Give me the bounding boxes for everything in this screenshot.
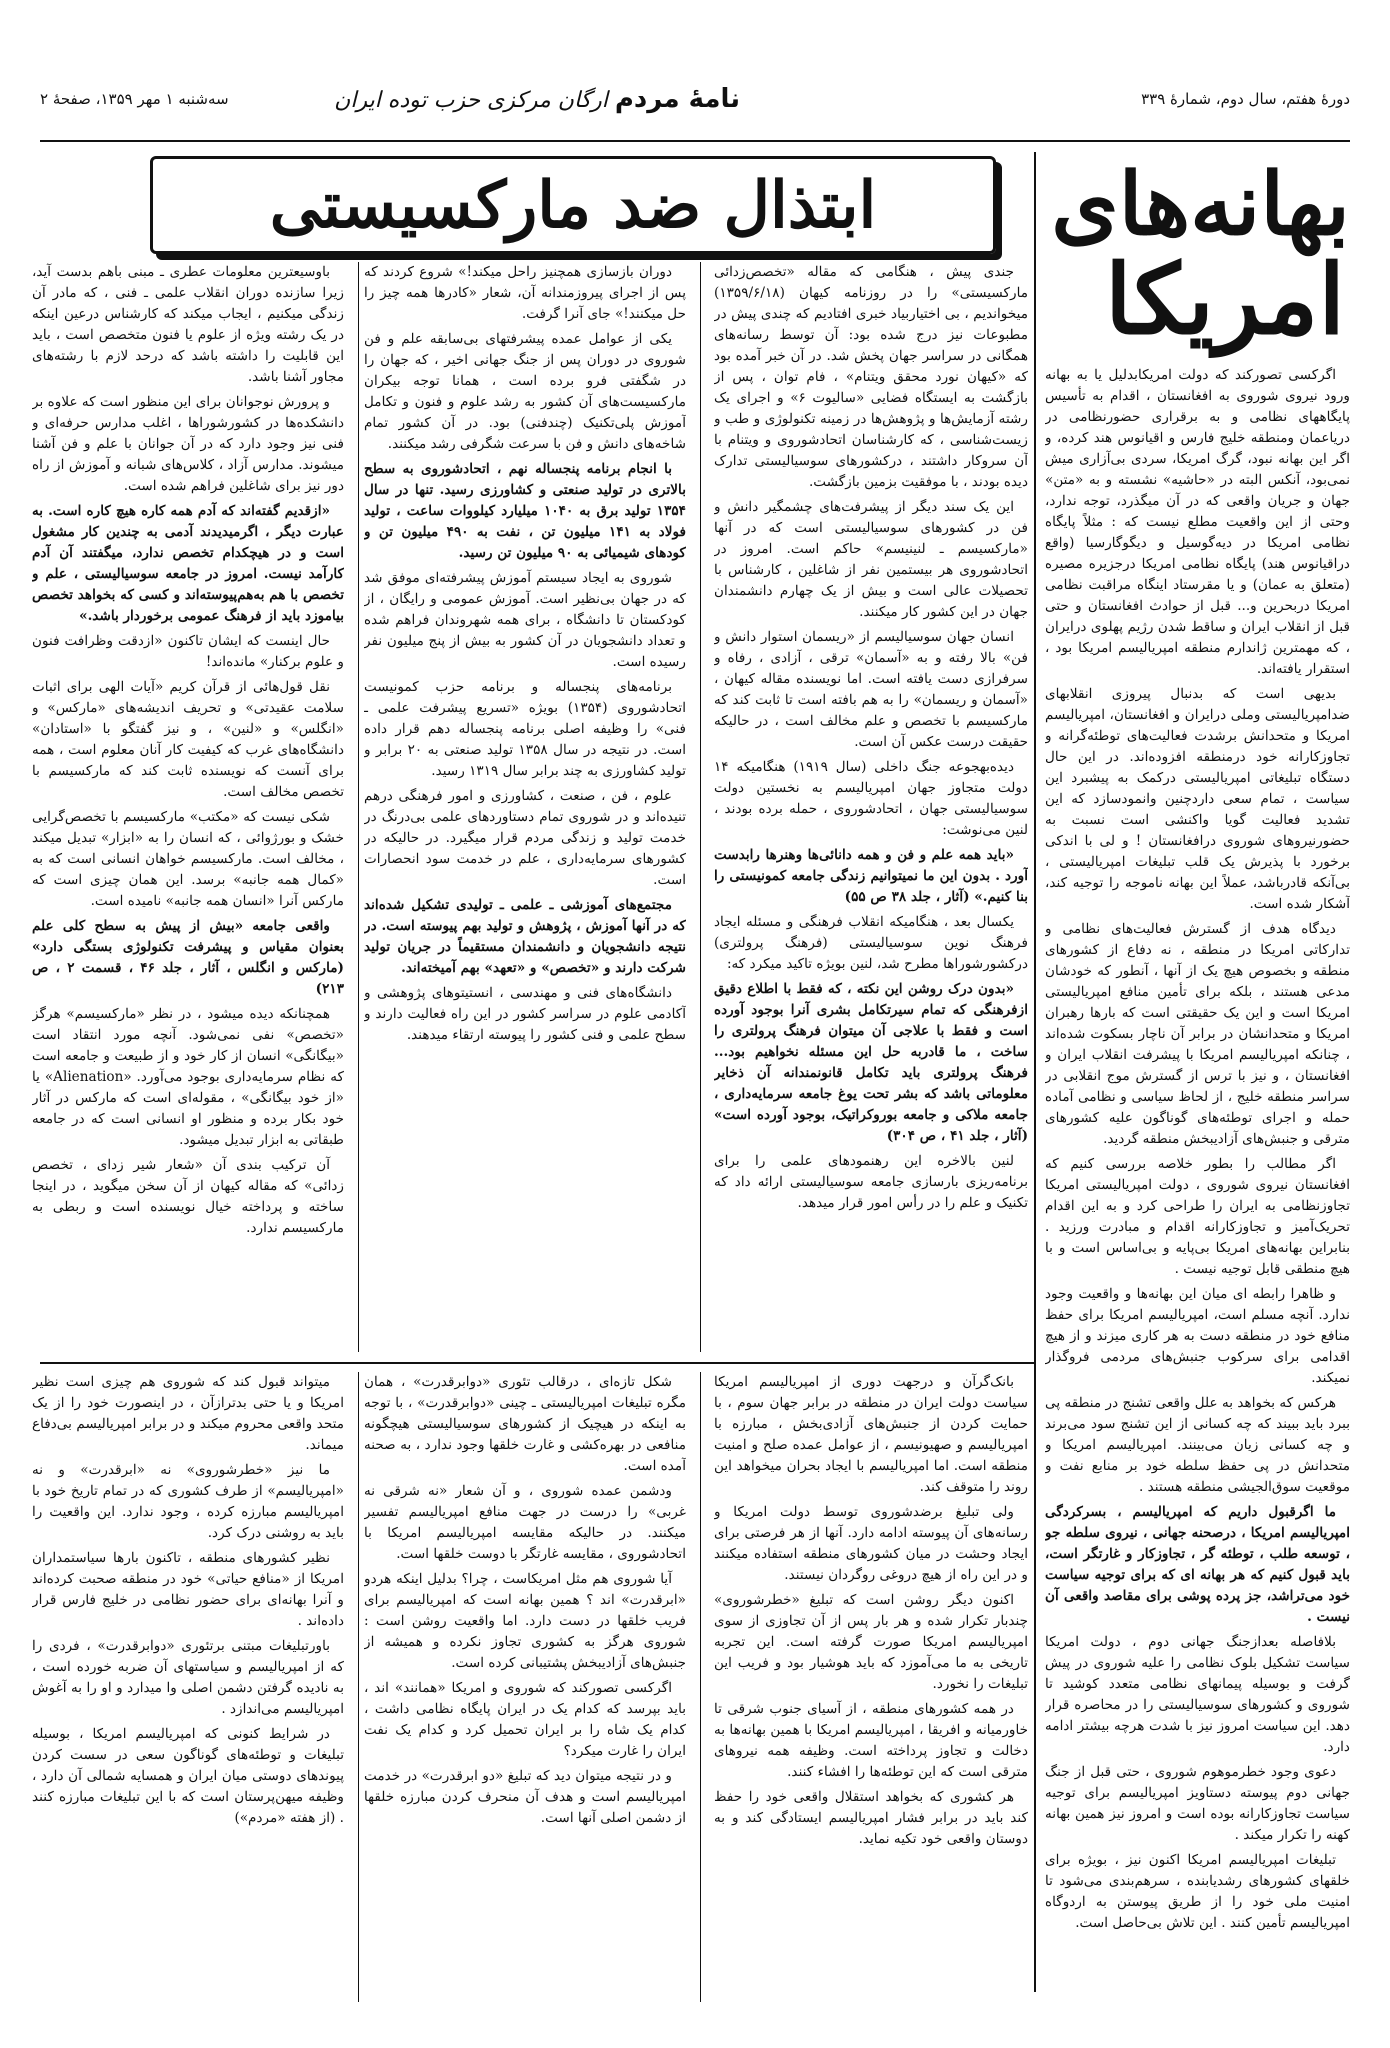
column-rule: [700, 262, 701, 1352]
lower-paragraph: و در نتیجه میتوان دید که تبلیغ «دو ابرقدرت» در خدمت امپریالیسم است و هدف آن منحرف کردن مبارزه خلقها از دشمن اصلی آنها است.: [364, 1768, 686, 1826]
lower-paragraph: اکنون دیگر روشن است که تبلیغ «خطرشوروی» چندبار تکرار شده و هر بار پس از آن تجاوزی از سوی امپریالیسم امریکا صورت گرفته است. این تجربه تاریخی به ما می‌آموزد که باید هوشیار بود و فریب این تبلیغات را نخورد.: [714, 1592, 1028, 1692]
main-column-3: [32, 262, 344, 1362]
lower-paragraph: اگرکسی تصورکند که شوروی و امریکا «همانند» اند ، باید بپرسد که کدام یک در ایران پایگاه نظامی داشت ، کدام یک شاه را بر ایران تحمیل کرد و کدام یک نفت ایران را غارت میکرد؟: [364, 1680, 686, 1759]
side-paragraph: ما اگرقبول داریم که امپریالیسم ، بسرکردگی امپریالیسم امریکا ، درصحنه جهانی ، نیروی سلطه جو ، توسعه طلب ، توطئه گر ، تجاوزکار و غارتگر است، باید قبول کنیم که هر بهانه ای که برای توجیه سیاست خود می‌تراشد، جز پرده پوشی برای مقاصد واقعی آن نیست .: [1045, 1504, 1350, 1625]
column-rule-side: [1034, 152, 1036, 1992]
issue-info: دورهٔ هفتم، سال دوم، شمارهٔ ۳۳۹: [1141, 90, 1350, 108]
lower-paragraph: نظیر کشورهای منطقه ، تاکنون بارها سیاستمداران امریکا از «منافع حیاتی» خود در منطقه صحبت کرده‌اند و آنرا بهانه‌ای برای حضور نظامی در خلیج فارس قرار داده‌اند .: [32, 1550, 344, 1629]
masthead: [40, 62, 1350, 142]
main-paragraph: جندی پیش ، هنگامی که مقاله «تخصص‌زدائی مارکسیستی» را در روزنامه کیهان (۱۳۵۹/۶/۱۸) میخواندیم ، بی اختیاربیاد خبری افتادیم که چندی پیش در مطبوعات نیز درج شده بود: آن توسط رسانه‌های همگانی در سراسر جهان پخش شد. در آن خبر آمده بود که «کیهان نورد محقق ویتنام» ، فام توان ، پس از بازگشت به ایستگاه فضایی «سالیوت ۶» و اجرای یک رشته آزمایش‌ها و پژوهش‌ها در زمینه تکنولوژی و طب و زیست‌شناسی ، که کارشناسان اتحادشوروی و ویتنام با آن سروکار داشتند ، درکشورهای سوسیالیستی تدارک دیده بودند ، با موفقیت بزمین بازگشت.: [714, 264, 1028, 490]
lower-paragraph: هر کشوری که بخواهد استقلال واقعی خود را حفظ کند باید در برابر فشار امپریالیسم ایستادگی کند و به دوستان واقعی خود تکیه نماید.: [714, 1789, 1028, 1847]
main-paragraph: این یک سند دیگر از پیشرفت‌های چشمگیر دانش و فن در کشورهای سوسیالیستی است که در آنها «مارکسیسم ـ لنینیسم» حاکم است. امروز در اتحادشوروی هر بیستمین نفر از شاغلین ، کارشناس با تحصیلات عالی است و بیش از یک چهارم دانشمندان جهان در این کشور کار میکنند.: [714, 499, 1028, 620]
main-paragraph: با انجام برنامه پنجساله نهم ، اتحادشوروی به سطح بالاتری در تولید صنعتی و کشاورزی رسید. تنها در سال ۱۳۵۴ تولید برق به ۱۰۴۰ میلیارد کیلووات ساعت ، تولید فولاد به ۱۴۱ میلیون تن ، نفت به ۴۹۰ میلیون تن و کودهای شیمیائی به ۹۰ میلیون تن رسید.: [364, 461, 686, 561]
paper-name: [334, 84, 740, 114]
lower-column-1: [714, 1372, 1028, 2008]
lower-paragraph: ما نیز «خطرشوروی» نه «ابرقدرت» و نه «امپریالیسم» از طرف کشوری که در تمام تاریخ خود با امپریالیسم مبارزه کرده ، وجود ندارد. این واقعیت را باید به روشنی درک کرد.: [32, 1462, 344, 1541]
side-paragraph: بلافاصله بعدازجنگ جهانی دوم ، دولت امریکا سیاست تشکیل بلوک نظامی را علیه شوروی در پیش گرفت و بوسیله پیمانهای نظامی متعدد کوشید تا شوروی و کشورهای سوسیالیستی را در محاصره قرار دهد. این سیاست امروز نیز با شدت هرچه بیشتر ادامه دارد.: [1045, 1634, 1350, 1755]
main-paragraph: دانشگاه‌های فنی و مهندسی ، انستیتوهای پژوهشی و آکادمی علوم در سراسر کشور در این راه فعالیت دارند و سطح علمی و فنی کشور را پیوسته ارتقاء میدهند.: [364, 985, 686, 1043]
main-paragraph: یکسال بعد ، هنگامیکه انقلاب فرهنگی و مسئله ایجاد فرهنگ نوین سوسیالیستی (فرهنگ پرولتری) درکشورشوراها مطرح شد، لنین بویژه تاکید میکرد که:: [714, 914, 1028, 972]
side-paragraph: تبلیغات امپریالیسم امریکا اکنون نیز ، بویژه برای خلقهای کشورهای رشدیابنده ، سرهم‌بندی می‌شود تا امنیت ملی خود را از طریق پیوستن به اردوگاه امپریالیسم تأمین کنند . این تلاش بی‌حاصل است.: [1045, 1852, 1350, 1931]
side-paragraph: بدیهی است که بدنبال پیروزی انقلابهای ضدامپریالیستی وملی درایران و افغانستان، امپریالیسم امریکا و متحدانش برشدت فعالیت‌های توطئه‌گرانه و تجاوزکارانه خود درمنطقه افزوده‌اند. در این حال دستگاه تبلیغاتی امپریالیستی درکمک به پیشبرد این سیاست ، تمام سعی داردچنین وانمودسازد که این تشدید فعالیت گویا واکنشی است نسبت به حضورنیروهای شوروی درافغانستان ! و لی با اندکی برخورد با پذیرش یک قلب تبلیغات امپریالیستی ، بی‌آنکه قادرباشد، عملاً این بهانه ناموجه را توجیه کند، آشکار شده است.: [1045, 686, 1350, 912]
side-paragraph: و ظاهرا رابطه ای میان این بهانه‌ها و واقعیت وجود ندارد. آنچه مسلم است، امپریالیسم امریکا برای حفظ منافع خود در منطقه دست به هر کاری میزند و از هیچ اقدامی برای سرکوب جنبش‌های مردمی فروگذار نمیکند.: [1045, 1286, 1350, 1386]
side-paragraph: اگرکسی تصورکند که دولت امریکابدلیل یا به بهانه ورود نیروی شوروی به افغانستان ، اقدام به تأسیس پایگاههای نظامی و به برقراری حضورنظامی در درياعمان ومنطقه خلیج فارس و اقیانوس هند کرده، و اگر این بهانه نبود، گرگ امریکا، سردی بی‌آزاری میش نمی‌بود، آنکس البته در «حاشیه» نشسته و به «متن» جهان و جریان واقعی که در آن میگذرد، توجه ندارد، وحتی از این واقعیت مطلع نیست که : مثلاً پایگاه نظامی امریکا در دیه‌گوسیل و دیگوگارسيا (واقع دراقیانوس هند) پایگاه نظامی امریکا درجزیره مصیره (متعلق به عمان) و یا مقرستاد اینگاه مراقبت نظامی امریکا دربحرین و... قبل از حوادث افغانستان و حتی قبل از انقلاب ایران و ساقط شدن رژیم پهلوی درایران ، که مهمترین ژاندارم منطقه امپریالیسم امریکا بود ، استقرار یافته‌اند.: [1045, 367, 1350, 677]
lower-paragraph: ودشمن عمده شوروی ، و آن شعار «نه شرقی نه غربی» را درست در جهت منافع امپریالیسم تفسیر میکنند. در حالیکه مقایسه امپریالیسم امریکا با اتحادشوروی ، مقایسه غارتگر با دوست خلقها است.: [364, 1483, 686, 1562]
side-headline-line1: بهانه‌های: [1051, 154, 1350, 255]
main-paragraph: شکی نیست که «مکتب» مارکسیسم با تخصص‌گرایی خشک و بورژوائی ، که انسان را به «ابزار» تبدیل میکند ، مخالف است. مارکسیسم خواهان انسانی است که به «کمال همه جانبه» برسد. این همان چیزی است که مارکس آنرا «انسان همه جانبه» نامیده است.: [32, 809, 344, 909]
side-paragraph: اگر مطالب را بطور خلاصه بررسی کنیم که افغانستان نیروی شوروی ، دولت امپریالیستی امریکا تجاوزنظامی به ایران را طراحی کرد و به این اقدام تحریک‌آمیز و تجاوزکارانه اقدام و مبادرت ورزید . بنابراین بهانه‌های امریکا بی‌پایه و بی‌اساس است و با هیچ منطقی قابل توجیه نیست .: [1045, 1156, 1350, 1277]
main-paragraph: دوران بازسازی همچنیز راحل میکند!» شروع کردند که پس از اجرای پیروزمندانه آن، شعار «کادرها همه چیز را حل میکنند!» جای آنرا گرفت.: [364, 264, 686, 322]
main-paragraph: انسان جهان سوسیالیسم از «ریسمان استوار دانش و فن» بالا رفته و به «آسمان» ترقی ، آزادی ، رفاه و سرفرازی دست یافته است. اما نویسنده مقاله کیهان ، «آسمان و ریسمان» را به هم بافته است تا ثابت کند که مارکسیسم با تخصص و علم مخالف است ، در حالیکه حقیقت درست عکس آن است.: [714, 629, 1028, 750]
date-info: سه‌شنبه ۱ مهر ۱۳۵۹، صفحهٔ ۲: [40, 90, 229, 108]
side-paragraph: دیدگاه هدف از گسترش فعالیت‌های نظامی و تدارکاتی امریکا در منطقه ، نه دفاع از کشورهای منطقه و بخصوص هیچ یک از آنها ، آنطور که خودشان مدعی هستند ، بلکه برای تأمین منافع امپریالیستی امریکا است و این یک حقیقتی است که بارها رهبران امریکا و متحدانشان در برابر آن ناچار بسکوت شده‌اند ، چنانکه امپریالیسم امریکا با پیشرفت انقلاب ایران و افغانستان ، و نیز با ترس از گسترش موج انقلابی در سراسر منطقه خلیج ، از لحاظ سیاسی و نظامی آماده حمله و اجرای توطئه‌های گوناگون علیه کشورهای مترقی و جنبش‌های آزادیبخش منطقه گردید.: [1045, 921, 1350, 1147]
main-paragraph: حال اینست که ایشان تاکنون «ازدقت وظرافت فنون و علوم برکنار» مانده‌اند!: [32, 633, 344, 670]
side-paragraph: دعوی وجود خطرموهوم شوروی ، حتی قبل از جنگ جهانی دوم پیوسته دستاویز امپریالیسم برای توجیه سیاست تجاوزکارانه بوده است و امروز نیز همین بهانه کهنه را تکرار میکند .: [1045, 1764, 1350, 1843]
lower-column-3: [32, 1372, 344, 2008]
main-paragraph: آن ترکیب بندی آن «شعار شیر زدای ، تخصص زدائی» که مقاله کیهان از آن سخن میگوید ، در اینجا ساخته و پرداخته خیال نویسنده است و ربطی به مارکسیسم ندارد.: [32, 1157, 344, 1236]
side-paragraph: هرکس که بخواهد به علل واقعی تشنج در منطقه پی ببرد باید ببیند که چه کسانی از این تشنج سود می‌برند و چه کسانی زیان می‌بینند. امپریالیسم امریکا و متحدانش در پی حفظ سلطه خود بر منابع نفت و موقعیت سوق‌الجیشی منطقه هستند .: [1045, 1395, 1350, 1495]
side-headline: [1051, 154, 1350, 357]
section-divider: [40, 1362, 1034, 1364]
main-paragraph: یکی از عوامل عمده پیشرفتهای بی‌سابقه علم و فن شوروی در دوران پس از جنگ جهانی اخیر ، که جهان را در شگفتی فرو برده است ، همانا توجه بیکران مارکسیست‌های آن کشور به رشد علوم و فنون و تکامل آموزش پلی‌تکنیک (چندفنی) بود. در آن کشور تمام شاخه‌های دانش و فن با سرعت شگرفی رشد میکنند.: [364, 331, 686, 452]
column-rule: [358, 262, 359, 1352]
main-quote: «ازقدیم گفته‌اند که آدم همه کاره هیچ کاره است. به عبارت دیگر ، اگرمیدیدند آدمی به چندین کار مشغول است و در هیچکدام تخصص ندارد، میگفتند آن آدم کارآمد نیست. امروز در جامعه سوسیالیستی ، علم و تخصص با هم به‌هم‌پیوسته‌اند و کسی که بخواهد تخصص بیاموزد باید از فرهنگ عمومی برخوردار باشد.»: [32, 503, 344, 624]
lower-paragraph: باورتبلیغات مبتنی برتئوری «دوابرقدرت» ، فردی را که از امپریالیسم و سیاستهای آن ضربه خورده است ، به نادیده گرفتن دشمن اصلی وا میدارد و او را به آغوش امپریالیسم می‌اندازد .: [32, 1638, 344, 1717]
main-paragraph: و پرورش نوجوانان برای این منظور است که علاوه بر دانشکده‌ها در کشورشوراها ، اغلب مدارس حرفه‌ای و فنی نیز وجود دارد که در آن جوانان با علم و فن آشنا میشوند. مدارس آزاد ، کلاس‌های شبانه و آموزش از راه دور نیز برای شاغلین فراهم شده است.: [32, 394, 344, 494]
lower-paragraph: ولی تبلیغ برضدشوروی توسط دولت امریکا و رسانه‌های آن پیوسته ادامه دارد. آنها از هر فرصتی برای ایجاد وحشت در میان کشورهای منطقه استفاده میکنند و در این راه از هیچ دروغی روگردان نیستند.: [714, 1504, 1028, 1583]
lower-paragraph: بانک‌گرآن و درجهت دوری از امپریالیسم امریکا سیاست دولت ایران در منطقه در برابر جهان سوم ، با حمایت کردن از جنبش‌های آزادی‌بخش ، مبارزه با امپریالیسم و صهیونیسم ، از عوامل عمده صلح و امنیت منطقه است. اما امپریالیسم با ایجاد بحران میخواهد این روند را متوقف کند.: [714, 1374, 1028, 1495]
main-paragraph: همچنانکه دیده میشود ، در نظر «مارکسیسم» هرگز «تخصص» نفی نمی‌شود. آنچه مورد انتقاد است «بیگانگی» انسان از کار خود و از طبیعت و جامعه است که نظام سرمایه‌داری بوجود می‌آورد. «Alienation» یا «از خود بیگانگی» ، مقوله‌ای است که مارکس در آثار خود بکار برده و منظور او انسانی است که در جامعه طبقاتی به ابزار تبدیل میشود.: [32, 1006, 344, 1148]
paper-title: نامهٔ مردم: [614, 84, 740, 114]
lower-paragraph: شکل تازه‌ای ، درقالب تئوری «دوابرقدرت» ، همان مگره تبلیغات امپریالیستی ـ چینی «دوابرقدرت» ، با توجه به اینکه در هیچیک از کشورهای سوسیالیستی هیچگونه منافعی در بهره‌کشی و غارت خلقها وجود ندارد ، به صحنه آمده است.: [364, 1374, 686, 1474]
lower-column-2: [364, 1372, 686, 2008]
main-quote: واقعی جامعه «بیش از پیش به سطح کلی علم بعنوان مقیاس و پیشرفت تکنولوژی بستگی دارد» (مارکس و انگلس ، آثار ، جلد ۴۶ ، قسمت ۲ ، ص ۲۱۳): [32, 918, 344, 997]
main-paragraph: علوم ، فن ، صنعت ، کشاورزی و امور فرهنگی درهم تنیده‌اند و در شوروی تمام دستاوردهای علمی بی‌درنگ در خدمت تولید و زندگی مردم قرار میگیرد. در حالیکه در کشورهای سرمایه‌داری ، علم در خدمت سود انحصارات است.: [364, 788, 686, 888]
main-quote: «باید همه علم و فن و همه دانائی‌ها وهنرها رابدست آورد . بدون این ما نمیتوانیم زندگی جامعه کمونیستی را بنا کنیم.» (آثار ، جلد ۳۸ ص ۵۵): [714, 847, 1028, 905]
column-rule: [700, 1372, 701, 2002]
side-article-body: [1045, 365, 1350, 2005]
main-paragraph: برنامه‌های پنجساله و برنامه حزب کمونیست اتحادشوروی (۱۳۵۴) بویژه «تسریع پیشرفت علمی ـ فنی» را وظیفه اصلی برنامه پنجساله دهم قرار داده است. در نتیجه در سال ۱۳۵۸ تولید صنعتی به ۲۰ برابر و تولید کشاورزی به چند برابر سال ۱۳۱۹ رسید.: [364, 679, 686, 779]
main-paragraph: باوسیعترین معلومات عطری ـ مبنی باهم بدست آید، زیرا سازنده دوران انقلاب علمی ـ فنی ، که مادر آن زندگی میکنیم ، ایجاب میکند که کارشناس درعین اینکه در یک رشته ویژه از علوم یا فنون متخصص است ، باید این قابلیت را داشته باشد که درحد لازم با رشته‌های مجاور آشنا باشد.: [32, 264, 344, 385]
lower-paragraph: در شرایط کنونی که امپریالیسم امریکا ، بوسیله تبلیغات و توطئه‌های گوناگون سعی در سست کردن پیوندهای دوستی میان ایران و همسایه شمالی آن دارد ، وظیفه میهن‌پرستان است که با این تبلیغات مبارزه کنند . (از هفته «مردم»): [32, 1726, 344, 1826]
main-paragraph: مجتمع‌های آموزشی ـ علمی ـ تولیدی تشکیل شده‌اند که در آنها آموزش ، پژوهش و تولید بهم پیوسته است. در نتیجه دانشجویان و دانشمندان مستقیماً در جریان تولید شرکت دارند و «تخصص» و «تعهد» بهم آمیخته‌اند.: [364, 897, 686, 976]
main-headline: ابتذال ضد مارکسیستی: [150, 156, 996, 254]
lower-paragraph: آیا شوروی هم مثل امریکاست ، چرا؟ بدلیل اینکه هردو «ابرقدرت» اند ؟ همین بهانه است که امپریالیسم برای فریب خلقها در دست دارد. اما واقعیت روشن است : شوروی هرگز به کشوری تجاوز نکرده و همیشه از جنبش‌های آزادیبخش پشتیبانی کرده است.: [364, 1571, 686, 1671]
main-paragraph: نقل قول‌هائی از قرآن کریم «آیات الهی برای اثبات سلامت عقیدتی» و تحریف اندیشه‌های «مارکس» و «انگلس» و «لنین» ، و نیز گفتگو با «استادان» دانشگاه‌های غرب که کیفیت کار آنان معلوم است ، همه برای آنست که نویسنده ثابت کند که مارکسیسم با تخصص مخالف است.: [32, 679, 344, 800]
main-paragraph: لنین بالاخره این رهنمودهای علمی را برای برنامه‌ریزی بارسازی جامعه سوسیالیستی ارائه داد که تکنیک و علم را در رأس امور قرار میدهد.: [714, 1153, 1028, 1211]
main-column-1: [714, 262, 1028, 1362]
column-rule: [358, 1372, 359, 2002]
lower-paragraph: در همه کشورهای منطقه ، از آسیای جنوب شرقی تا خاورمیانه و افریقا ، امپریالیسم امریکا با همین بهانه‌ها به دخالت و تجاوز پرداخته است. وظیفه همه نیروهای مترقی است که این توطئه‌ها را افشاء کنند.: [714, 1701, 1028, 1780]
main-paragraph: شوروی به ایجاد سیستم آموزش پیشرفته‌ای موفق شد که در جهان بی‌نظیر است. آموزش عمومی و رایگان ، از کودکستان تا دانشگاه ، برای همه شهروندان فراهم شده و تعداد دانشجویان در آن کشور به بیش از پنج میلیون نفر رسیده است.: [364, 570, 686, 670]
paper-subtitle: ارگان مرکزی حزب توده ایران: [334, 88, 608, 113]
main-paragraph: دیده‌بهجوعه جنگ داخلی (سال ۱۹۱۹) هنگامیکه ۱۴ دولت متجاوز جهان امپریالیسم به نخستین دولت سوسیالیستی جهان ، اتحادشوروی ، حمله برده بودند ، لنین می‌نوشت:: [714, 759, 1028, 838]
main-quote: «بدون درک روشن این نکته ، که فقط با اطلاع دقیق ازفرهنگی که تمام سیرتکامل بشری آنرا بوجود آورده است و فقط با علاجی آن میتوان فرهنگ پرولتری را ساخت ، ما قادربه حل این مسئله نخواهیم بود... فرهنگ پرولتری باید تکامل قانونمندانه آن ذخایر معلوماتی باشد که بشر تحت یوغ جامعه سرمایه‌داری ، جامعه ملاکی و جامعه بوروکراتیک، بوجود آورده است» (آثار ، جلد ۴۱ ، ص ۳۰۴): [714, 981, 1028, 1144]
main-column-2: [364, 262, 686, 1362]
lower-paragraph: میتواند قبول کند که شوروی هم چیزی است نظیر امریکا و یا حتی بدترازآن ، در اینصورت خود را از یک متحد واقعی محروم میکند و در برابر امپریالیسم بی‌دفاع میماند.: [32, 1374, 344, 1453]
side-headline-line2: امریکا: [1104, 243, 1346, 357]
